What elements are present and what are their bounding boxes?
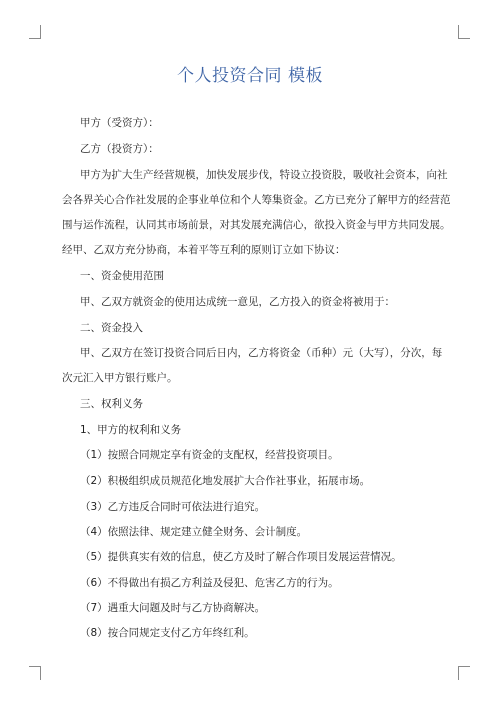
list-item: （3）乙方违反合同时可依法进行追究。 — [80, 501, 266, 513]
paragraph-line: 甲、乙双方就资金的使用达成统一意见，乙方投入的资金将被用于： — [80, 296, 395, 308]
section-heading: 三、权利义务 — [80, 398, 143, 410]
crop-mark-bottom-left — [29, 666, 41, 680]
crop-mark-top-right — [458, 25, 470, 39]
paragraph-line: 经甲、乙双方充分协商，本着平等互利的原则订立如下协议： — [62, 244, 346, 256]
list-item: （2）积极组织成员规范化地发展扩大合作社事业，拓展市场。 — [80, 475, 371, 487]
crop-mark-top-left — [29, 25, 41, 39]
list-item: （1）按照合同规定享有资金的支配权，经营投资项目。 — [80, 449, 339, 461]
party-a-line: 甲方（受资方）： — [80, 117, 159, 129]
list-item: （4）依照法律、规定建立健全财务、会计制度。 — [80, 526, 308, 538]
paragraph-line: 会各界关心合作社发展的企事业单位和个人筹集资金。乙方已充分了解甲方的经营范 — [62, 194, 451, 206]
document-title: 个人投资合同 模板 — [177, 66, 323, 86]
section-heading: 一、资金使用范围 — [80, 270, 164, 282]
paragraph-line: 甲、乙双方在签订投资合同后日内，乙方将资金（币种）元（大写），分次，每 — [80, 347, 443, 359]
party-b-line: 乙方（投资方）： — [80, 143, 159, 155]
list-item: （7）遇重大问题及时与乙方协商解决。 — [80, 602, 266, 614]
paragraph-line: 围与运作流程，认同其市场前景，对其发展充满信心，欲投入资金与甲方共同发展。 — [62, 219, 451, 231]
section-heading: 二、资金投入 — [80, 322, 143, 334]
list-item: （6）不得做出有损乙方利益及侵犯、危害乙方的行为。 — [80, 577, 339, 589]
paragraph-line: 甲方为扩大生产经营规模，加快发展步伐，特设立投资股，吸收社会资本，向社 — [80, 169, 448, 181]
subsection-heading: 1、甲方的权利和义务 — [80, 424, 182, 436]
paragraph-line: 次元汇入甲方银行账户。 — [62, 372, 178, 384]
list-item: （5）提供真实有效的信息，使乙方及时了解合作项目发展运营情况。 — [80, 551, 402, 563]
crop-mark-bottom-right — [458, 666, 470, 680]
list-item: （8）按合同规定支付乙方年终红利。 — [80, 627, 255, 639]
